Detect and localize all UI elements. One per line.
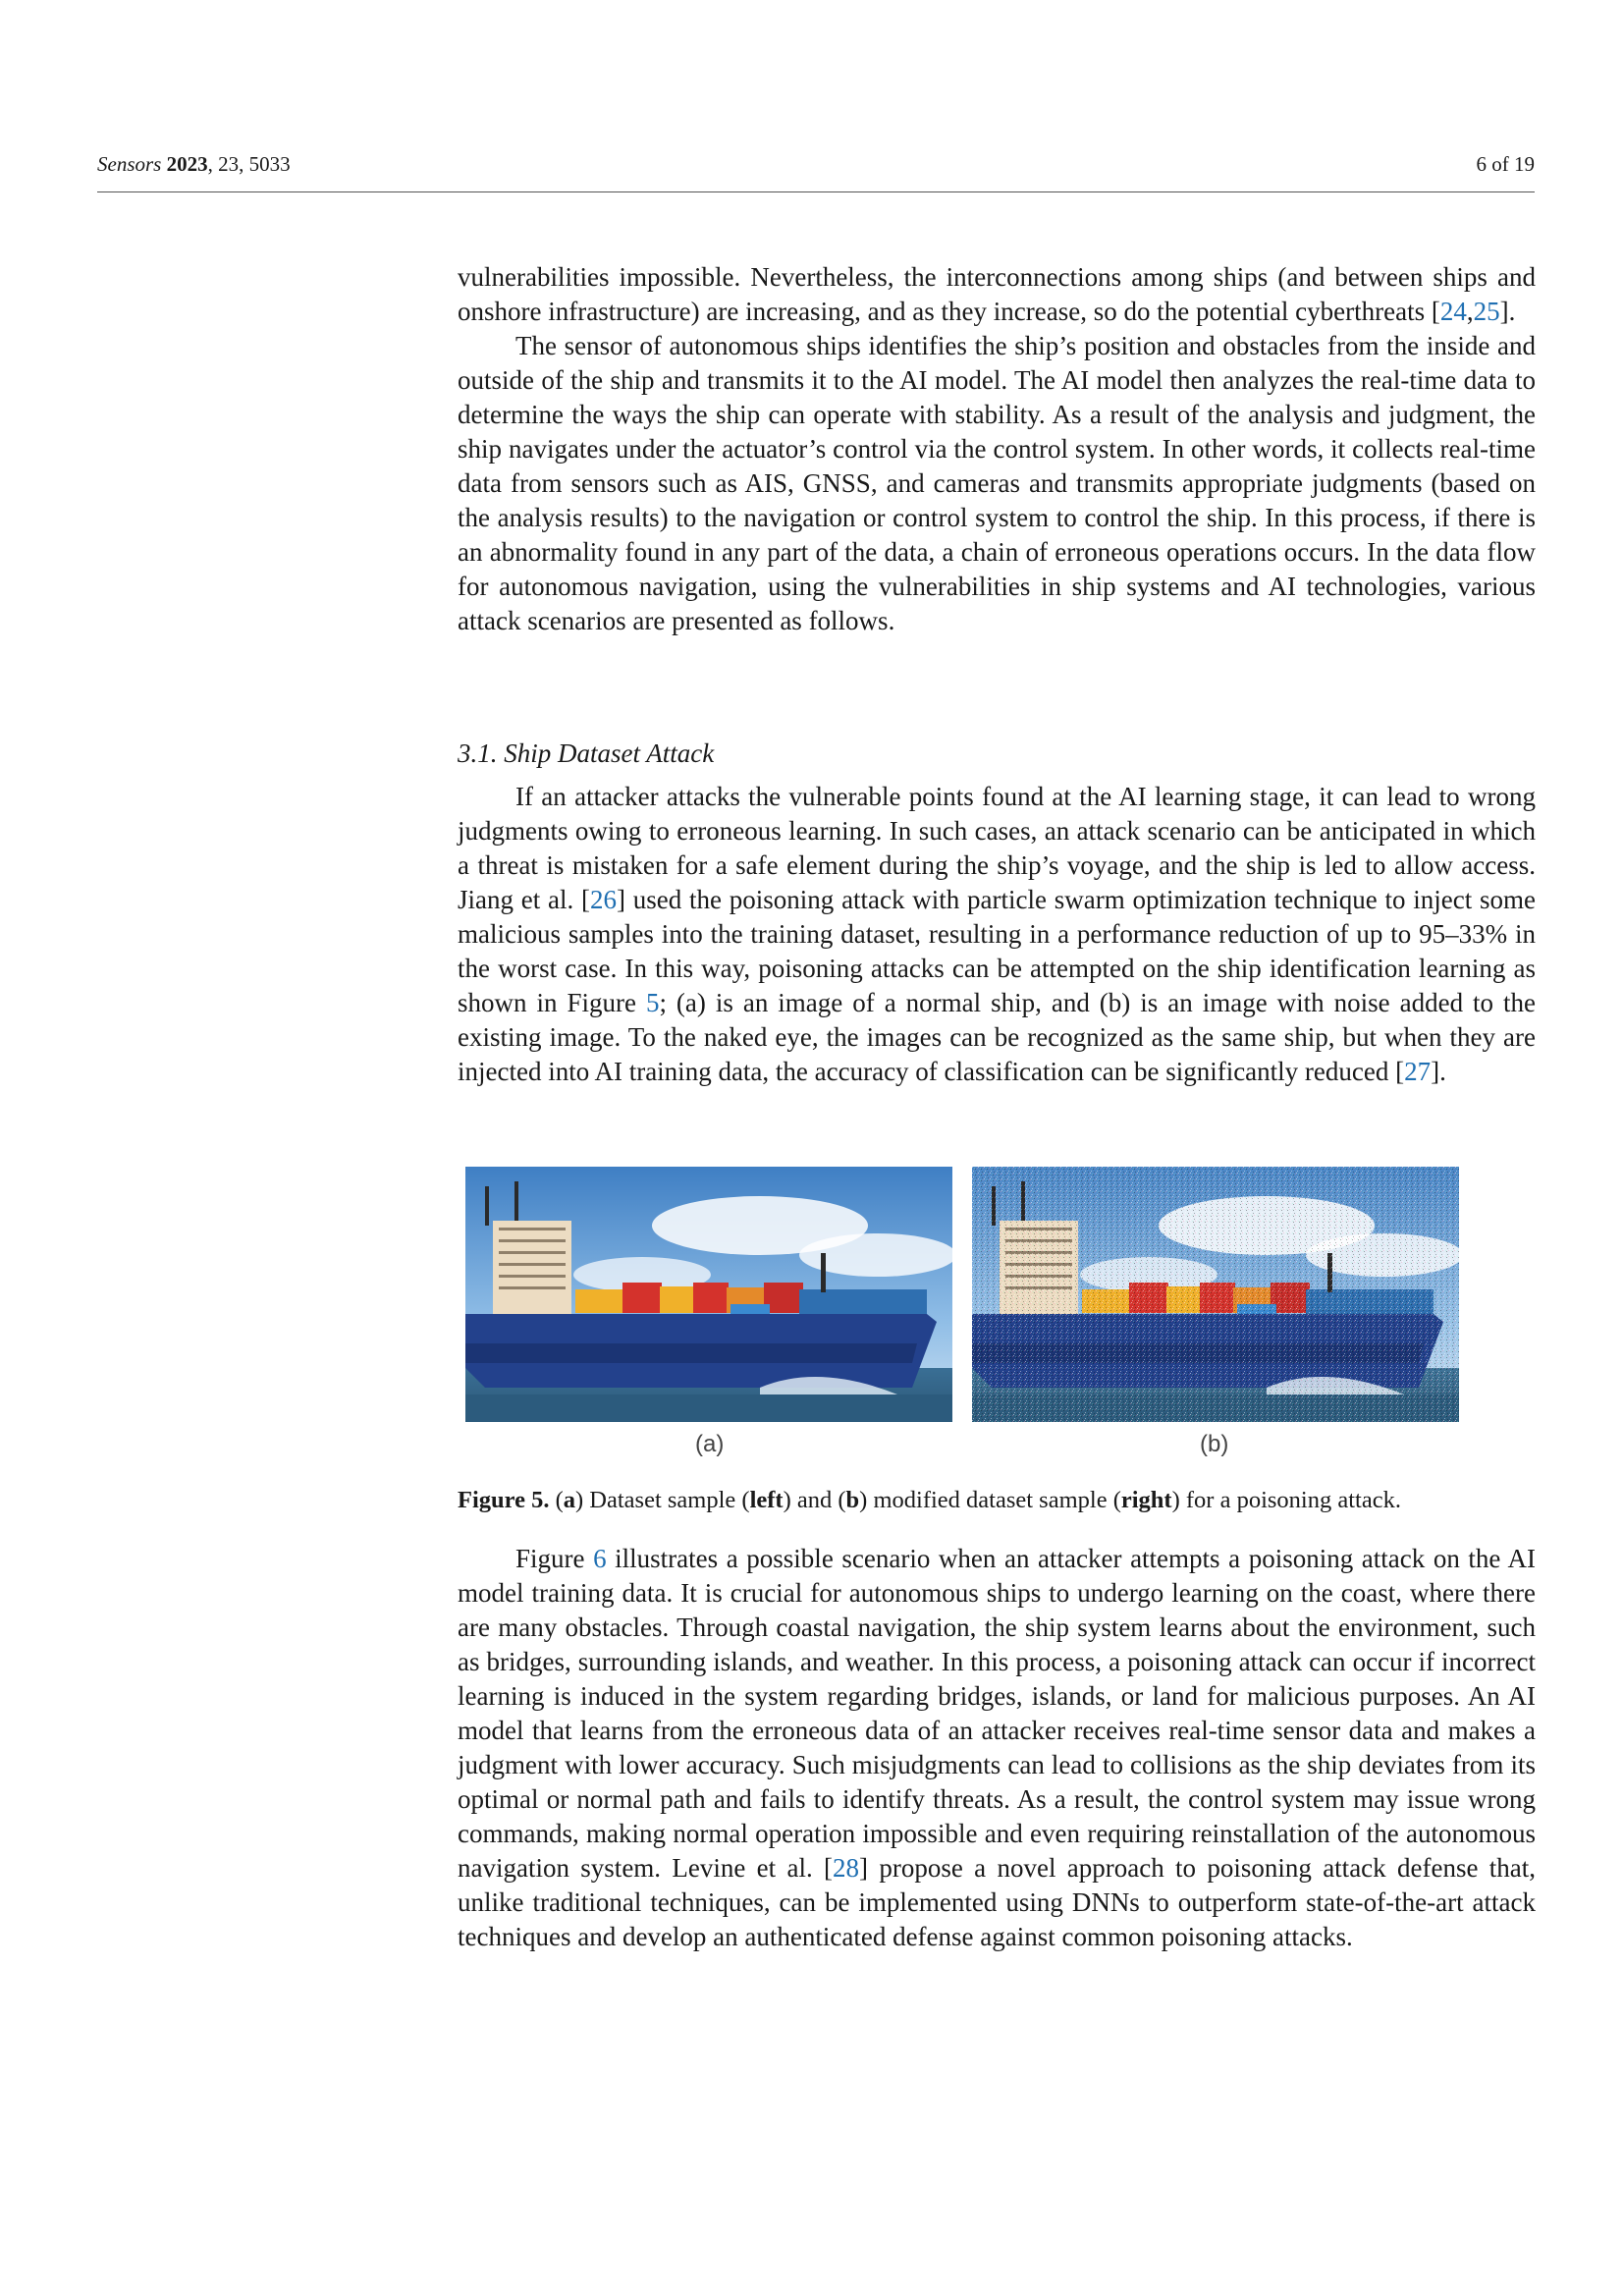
citation-link-24[interactable]: 24 — [1439, 297, 1467, 326]
paragraph-text: vulnerabilities impossible. Nevertheless, the interconnections among ships (and between ships and onshore infrastructure) are increasing, and as they increase, so do the potential cyberthreats [ — [458, 262, 1536, 326]
caption-text: ) for a poisoning attack. — [1171, 1487, 1401, 1513]
figure-sublabel-b: (b) — [1200, 1431, 1229, 1457]
figure-5 — [465, 1167, 1459, 1422]
caption-text: ( — [549, 1487, 564, 1513]
citation-link-28[interactable]: 28 — [833, 1853, 860, 1883]
citation-link-26[interactable]: 26 — [590, 885, 618, 914]
paragraph-text: ]. — [1431, 1057, 1446, 1086]
ship-image-original — [465, 1167, 952, 1422]
paragraph-text: ]. — [1499, 297, 1516, 326]
caption-text: ) modified dataset sample ( — [859, 1487, 1121, 1513]
page-number: 6 of 19 — [1476, 152, 1535, 176]
journal-year: 2023 — [166, 152, 208, 176]
ship-image-poisoned — [972, 1167, 1459, 1422]
paragraph-4 — [458, 1542, 1536, 1954]
citation-link-25[interactable]: 25 — [1473, 297, 1500, 326]
citation-link-27[interactable]: 27 — [1404, 1057, 1432, 1086]
page-header — [97, 152, 1535, 192]
paragraph-text: ] propose a novel approach to poisoning attack defense that, unlike traditional techniques, can be implemented using DNNs to outperform state-of-the-art attack techniques and develop an authenticated defense against common poisoning attacks. — [458, 1853, 1536, 1951]
journal-volume: , 23, 5033 — [207, 152, 291, 176]
figure-caption — [458, 1485, 1536, 1516]
body-text-bottom — [458, 1542, 1536, 1954]
paragraph-1 — [458, 260, 1536, 329]
section-3-1 — [458, 737, 1536, 1089]
figure-link-6[interactable]: 6 — [593, 1544, 607, 1573]
paragraph-3 — [458, 780, 1536, 1089]
citation-separator: , — [1466, 297, 1474, 326]
caption-text: ) Dataset sample ( — [575, 1487, 750, 1513]
caption-bold: a — [563, 1487, 576, 1513]
journal-name: Sensors — [97, 152, 162, 176]
paragraph-text: ] used the poisoning attack with particle swarm optimization technique to inject some malicious samples into the training dataset, resulting in a performance reduction of up to 95–33% in the worst case. In this way, poisoning attacks can be attempted on the ship identification learning as shown in Figure — [458, 885, 1536, 1017]
journal-citation — [97, 152, 291, 177]
figure-link-5[interactable]: 5 — [645, 988, 660, 1017]
body-text-top — [458, 260, 1536, 638]
paragraph-text: ; (a) is an image of a normal ship, and (b) is an image with noise added to the existing image. To the naked eye, the images can be recognized as the same ship, but when they are injected into AI training data, the accuracy of classification can be significantly reduced [ — [458, 988, 1537, 1086]
caption-figure-number: Figure 5. — [458, 1487, 550, 1513]
paragraph-text: illustrates a possible scenario when an attacker attempts a poisoning attack on the AI model training data. It is crucial for autonomous ships to undergo learning on the coast, where there are many obstacles. Through coastal navigation, the ship system learns about the environment, such as bridges, surrounding islands, and weather. In this process, a poisoning attack can occur if incorrect learning is induced in the system regarding bridges, islands, or land for malicious purposes. An AI model that learns from the erroneous data of an attacker receives real-time sensor data and makes a judgment with lower accuracy. Such misjudgments can lead to collisions as the ship deviates from its optimal or normal path and fails to identify threats. As a result, the control system may issue wrong commands, making normal operation impossible and even requiring reinstallation of the autonomous navigation system. Levine et al. [ — [458, 1544, 1536, 1883]
paragraph-text: If an attacker attacks the vulnerable points found at the AI learning stage, it can lead to wrong judgments owing to erroneous learning. In such cases, an attack scenario can be anticipated in which a threat is mistaken for a safe element during the ship’s voyage, and the ship is led to allow access. Jiang et al. [ — [458, 782, 1536, 914]
caption-text: ) and ( — [783, 1487, 846, 1513]
paragraph-text: Figure — [515, 1544, 594, 1573]
caption-bold: left — [749, 1487, 784, 1513]
caption-bold: b — [845, 1487, 860, 1513]
paragraph-2: The sensor of autonomous ships identifies the ship’s position and obstacles from the inside and outside of the ship and transmits it to the AI model. The AI model then analyzes the real-time data to determine the ways the ship can operate with stability. As a result of the analysis and judgment, the ship navigates under the actuator’s control via the control system. In other words, it collects real-time data from sensors such as AIS, GNSS, and cameras and transmits appropriate judgments (based on the analysis results) to the navigation or control system to control the ship. In this process, if there is an abnormality found in any part of the data, a chain of erroneous operations occurs. In the data flow for autonomous navigation, using the vulnerabilities in ship systems and AI technologies, various attack scenarios are presented as follows. — [458, 331, 1536, 635]
section-heading: 3.1. Ship Dataset Attack — [458, 738, 715, 768]
caption-bold: right — [1120, 1487, 1172, 1513]
figure-sublabel-a: (a) — [695, 1431, 725, 1457]
